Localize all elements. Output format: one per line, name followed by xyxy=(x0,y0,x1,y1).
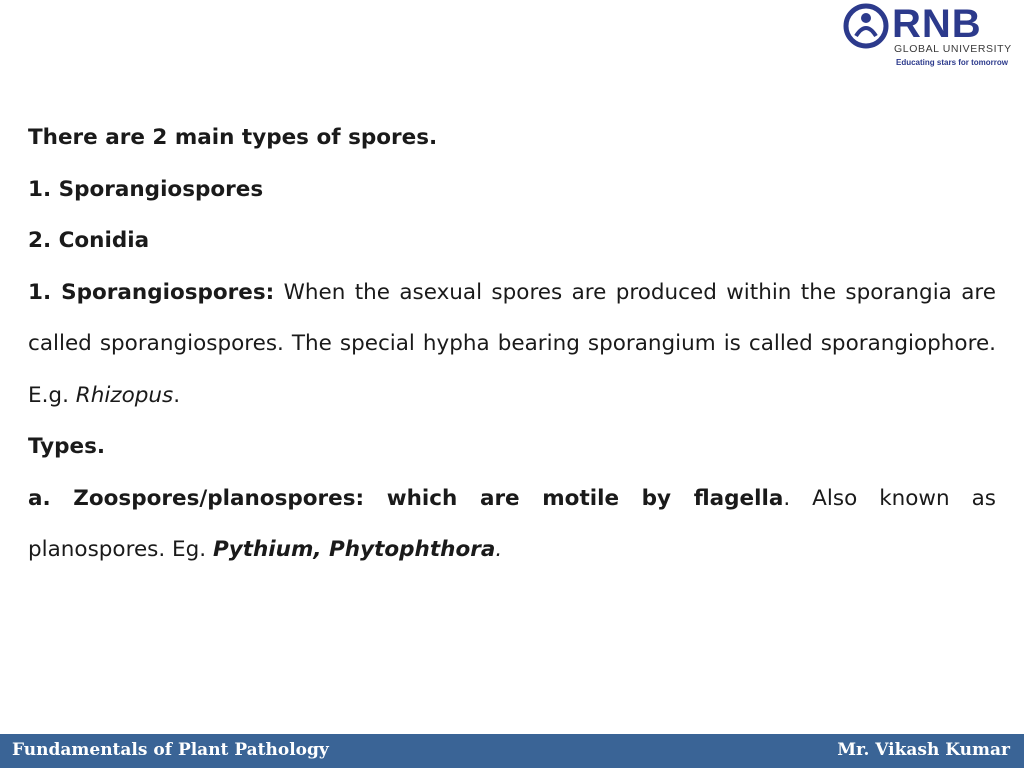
zoospores-paragraph xyxy=(28,473,996,576)
sporangiospores-end: . xyxy=(173,382,181,408)
footer-course-title: Fundamentals of Plant Pathology xyxy=(12,740,329,760)
logo-subtitle: GLOBAL UNIVERSITY xyxy=(894,43,1012,55)
footer-bar xyxy=(0,734,1024,768)
sporangiospores-term: 1. Sporangiospores: xyxy=(28,279,275,305)
sporangiospores-paragraph xyxy=(28,267,996,422)
slide-content xyxy=(28,112,996,576)
sporangiospores-text: When the asexual spores are produced within the sporangia are called sporangiospores. The special hypha bearing sporangium is called sporangiophore. E.g. xyxy=(28,279,996,408)
zoospores-example: Pythium, Phytophthora xyxy=(212,537,496,562)
list-item-sporangiospores: 1. Sporangiospores xyxy=(28,176,264,202)
zoospores-text: . Also known as planospores. Eg. xyxy=(28,485,996,562)
logo-tagline: Educating stars for tomorrow xyxy=(896,58,1009,67)
logo-name: RNB xyxy=(892,2,982,46)
footer-author: Mr. Vikash Kumar xyxy=(837,740,1010,760)
university-logo xyxy=(842,0,1024,72)
sporangiospores-example: Rhizopus xyxy=(75,382,174,408)
types-heading: Types. xyxy=(28,434,106,459)
content-heading: There are 2 main types of spores. xyxy=(28,125,438,150)
logo-emblem-icon xyxy=(842,2,890,50)
list-item-conidia: 2. Conidia xyxy=(28,228,150,253)
zoospores-term: a. Zoospores/planospores: which are motile by flagella xyxy=(28,485,784,511)
zoospores-end: . xyxy=(495,537,503,562)
